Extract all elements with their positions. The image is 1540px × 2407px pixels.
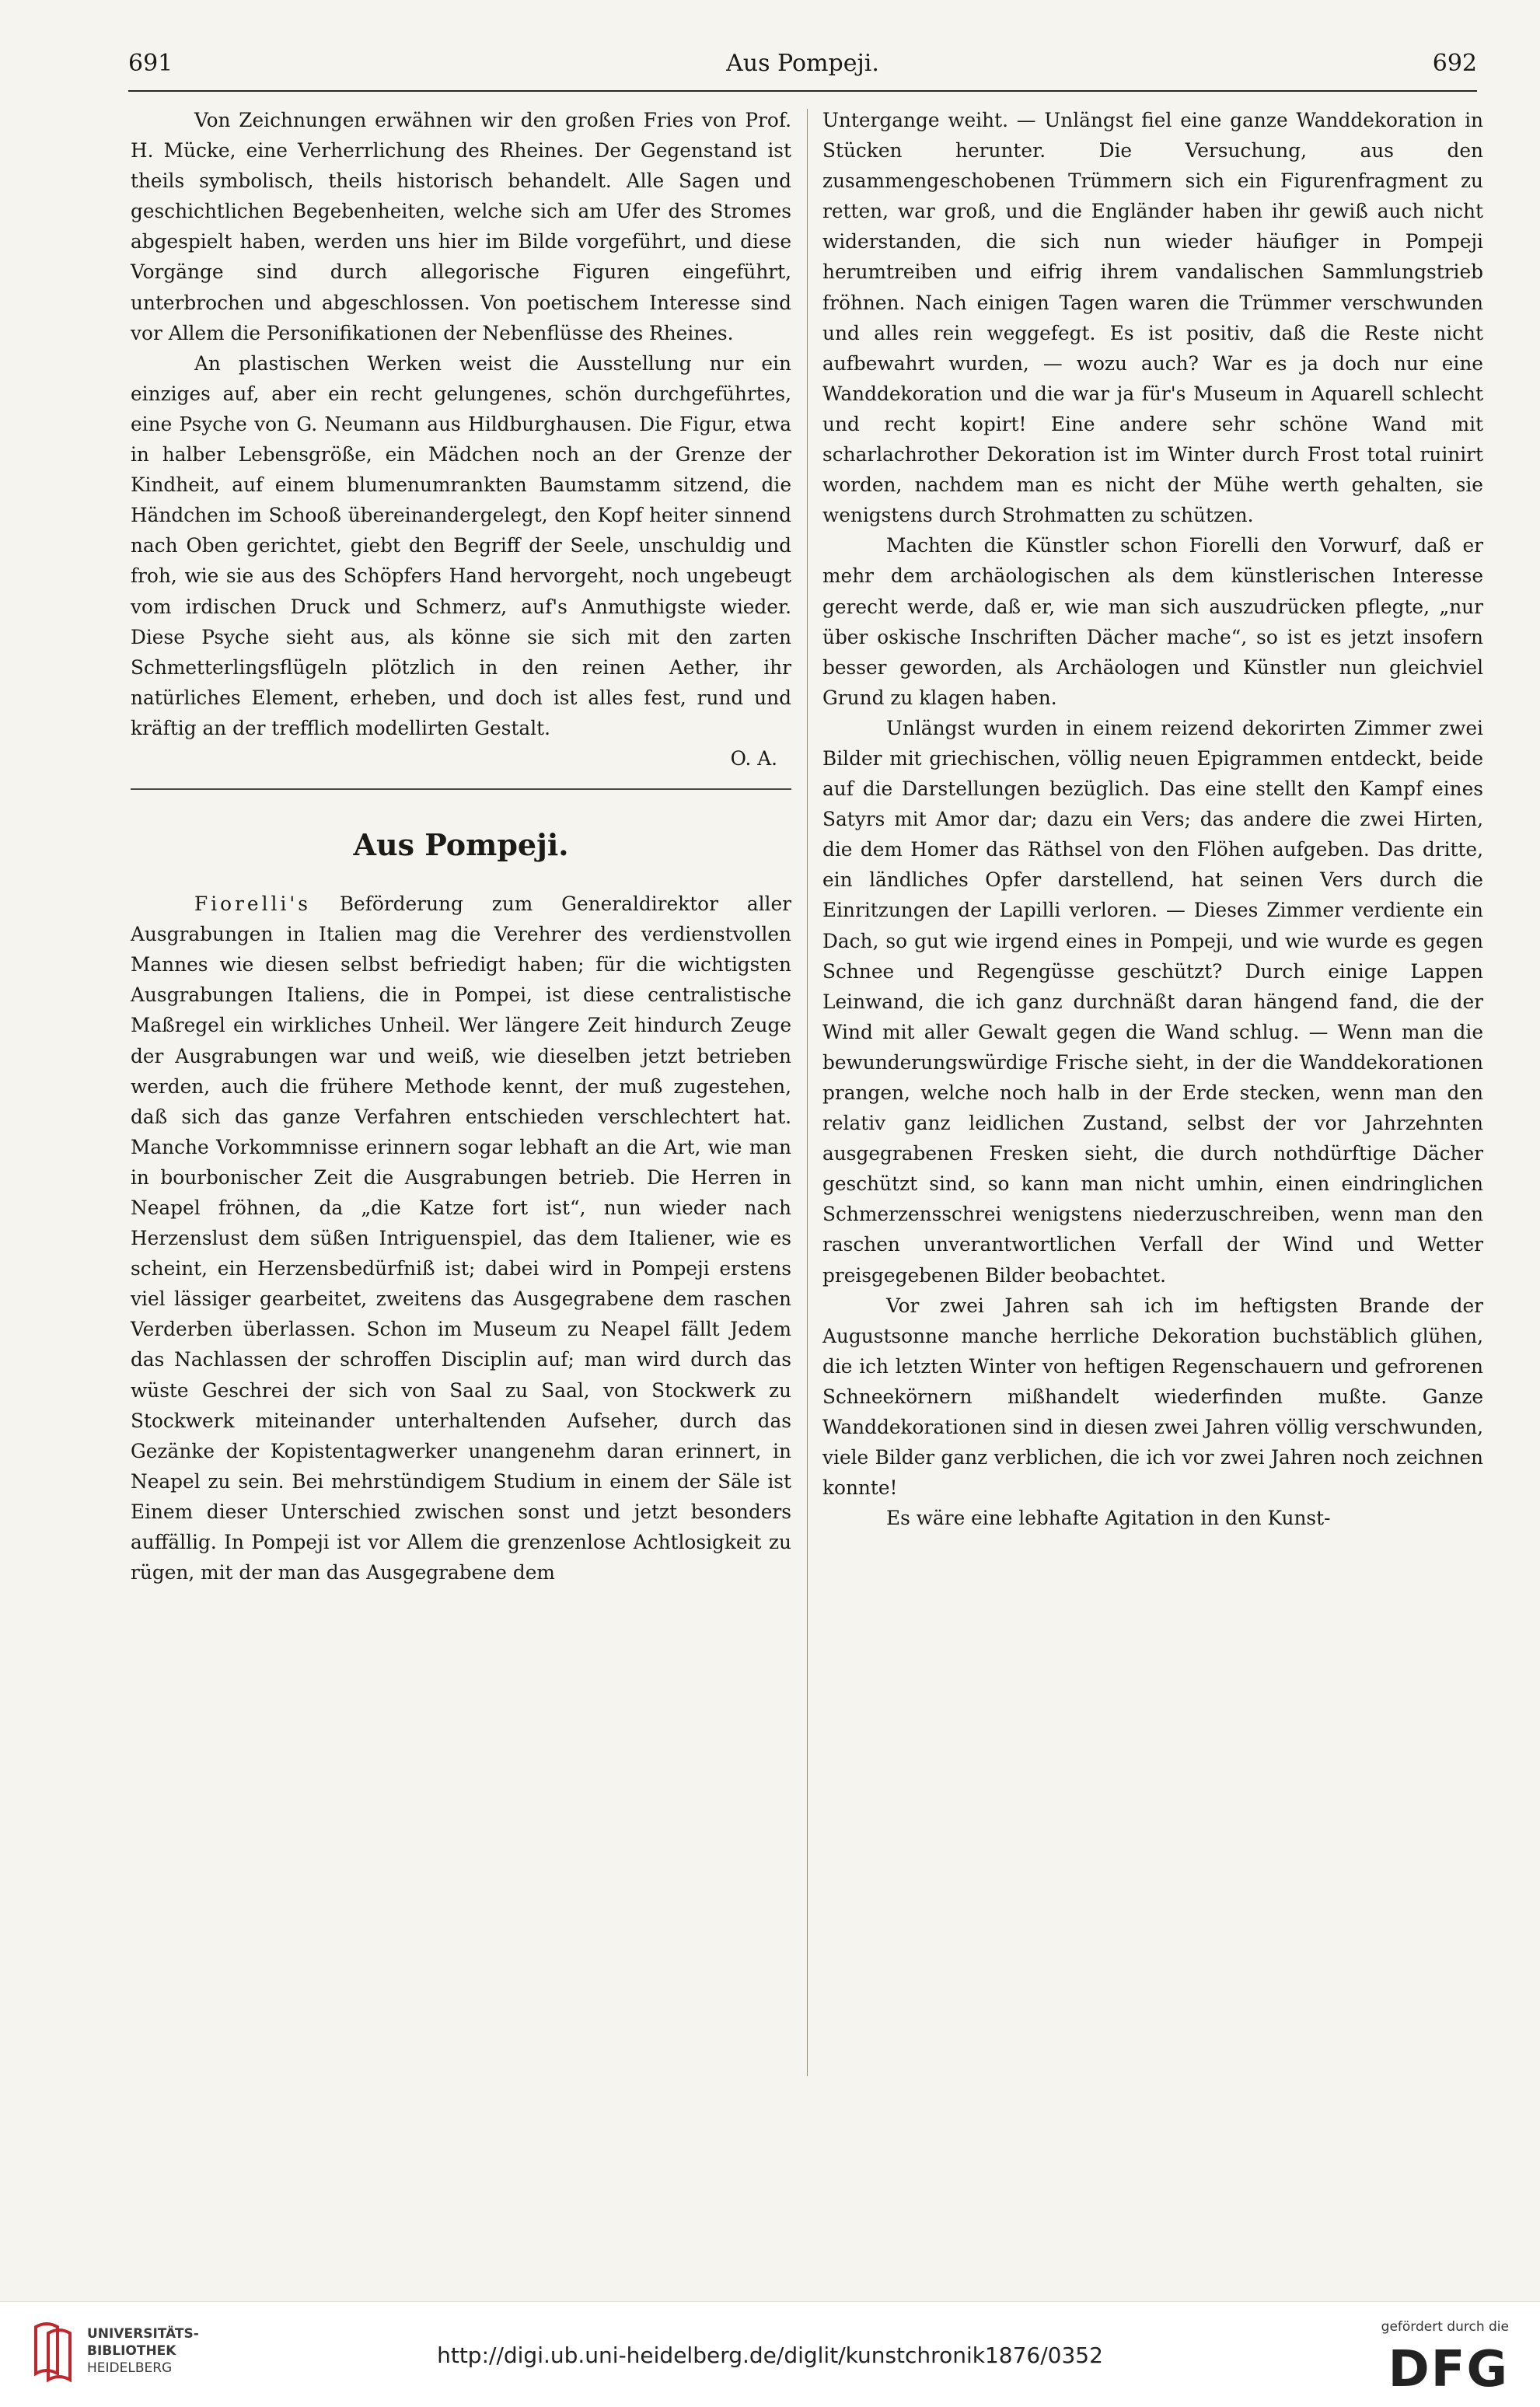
page-header bbox=[128, 44, 1477, 90]
paragraph-collapse: Untergange weiht. — Unlängst fiel eine ganze Wanddekoration in Stücken herunter. Die Versuchung, aus den zusammengeschobenen Trümmern sich ein Figurenfragment zu retten, war groß, und die Engländer haben ihr gewiß auch nicht widerstanden, die sich nun wieder häufiger in Pompeji herumtreiben und eifrig ihrem vandalischen Sammlungstrieb fröhnen. Nach einigen Tagen waren die Trümmer verschwunden und alles rein weggefegt. Es ist positiv, daß die Reste nicht aufbewahrt wurden, — wozu auch? War es ja doch nur eine Wanddekoration und die war ja für's Museum in Aquarell schlecht und recht kopirt! Eine andere sehr schöne Wand mit scharlachrother Dekoration ist im Winter durch Frost total ruinirt worden, nachdem man es nicht der Mühe werth gehalten, sie wenigstens durch Strohmatten zu schützen. bbox=[822, 109, 1483, 527]
paragraph-two-years: Vor zwei Jahren sah ich im heftigsten Brande der Augustsonne manche herrliche Dekoration buchstäblich glühen, die ich letzten Winter von heftigen Regenschauern und gefrorenen Schneekörnern mißhandelt wiederfinden mußte. Ganze Wanddekorationen sind in diesen zwei Jahren völlig verschwunden, viele Bilder ganz verblichen, die ich vor zwei Jahren noch zeichnen konnte! bbox=[822, 1294, 1483, 1500]
funding-note: gefördert durch die bbox=[1381, 2319, 1509, 2335]
article-title: Aus Pompeji. bbox=[353, 827, 569, 863]
paragraph-drawings: Von Zeichnungen erwähnen wir den großen Fries von Prof. H. Mücke, eine Verherrlichung des Rheines. Der Gegenstand ist theils symbolisch, theils historisch behandelt. Alle Sagen und geschichtlichen Begebenheiten, welche sich am Ufer des Stromes abgespielt haben, werden uns hier im Bilde vorgeführt, und diese Vorgänge sind durch allegorische Figuren eingeführt, unterbrochen und abgeschlossen. Von poetischem Interesse sind vor Allem die Personifikationen der Nebenflüsse des Rheines. bbox=[131, 109, 791, 344]
source-url-link[interactable]: http://digi.ub.uni-heidelberg.de/diglit/kunstchronik1876/0352 bbox=[437, 2342, 1103, 2368]
footer-bar bbox=[0, 2301, 1540, 2407]
paragraph-sculpture bbox=[131, 348, 791, 743]
name-fiorelli: Fiorelli's bbox=[194, 893, 311, 916]
paragraph-agitation: Es wäre eine lebhafte Agitation in den Kunst- bbox=[886, 1507, 1331, 1530]
left-column bbox=[131, 105, 791, 1588]
right-column bbox=[822, 105, 1483, 1533]
signature-line bbox=[131, 743, 791, 774]
author-signature: O. A. bbox=[730, 746, 777, 770]
column-divider bbox=[807, 109, 808, 2076]
university-name: UNIVERSITÄTS- BIBLIOTHEK HEIDELBERG bbox=[87, 2326, 199, 2376]
page-number-left: 691 bbox=[128, 50, 173, 77]
header-rule bbox=[128, 90, 1477, 92]
dfg-logo: DFG bbox=[1388, 2341, 1509, 2398]
paragraph-epigrams: Unlängst wurden in einem reizend dekorirten Zimmer zwei Bilder mit griechischen, völlig neuen Epigrammen entdeckt, beide auf die Darstellungen bezüglich. Das eine stellt den Kampf eines Satyrs mit Amor dar; dazu ein Vers; das andere die zwei Hirten, die dem Homer das Räthsel von den Flöhen aufgeben. Das dritte, ein ländliches Opfer darstellend, hat seinen Vers durch die Einritzungen der Lapilli verloren. — Dieses Zimmer verdiente ein Dach, so gut wie irgend eines in Pompeji, und wie wurde es gegen Schnee und Regengüsse geschützt? Durch einige Lappen Leinwand, die ich ganz durchnäßt daran hängend fand, die der Wind mit aller Gewalt gegen die Wand schlug. — Wenn man die bewunderungswürdige Frische sieht, in der die Wanddekorationen prangen, welche noch halb in der Erde stecken, wenn man den relativ ganz leidlichen Zustand, selbst der vor Jahrzehnten ausgegrabenen Fresken sieht, die durch nothdürftige Dächer geschützt sind, so kann man nicht umhin, einen eindringlichen Schmerzensschrei wenigstens niederzuschreiben, wenn man den raschen unverantwortlichen Verfall der Wind und Wetter preisgegebenen Bilder beobachtet. bbox=[822, 716, 1483, 1287]
section-separator bbox=[131, 774, 791, 805]
paragraph-sculpture-text: An plastischen Werken weist die Ausstellung nur ein einziges auf, aber ein recht gelungenes, schön durchgeführtes, eine Psyche von G. Neumann aus Hildburghausen. Die Figur, etwa in halber Lebensgröße, ein Mädchen noch an der Grenze der Kindheit, auf einem blumenumrankten Baumstamm sitzend, die Händchen im Schooß übereinandergelegt, den Kopf heiter sinnend nach Oben gerichtet, giebt den Begriff der Seele, unschuldig und froh, wie sie aus des Schöpfers Hand hervorgeht, noch ungebeugt vom irdischen Druck und Schmerz, auf's Anmuthigste wieder. Diese Psyche sieht aus, als könne sie sich mit den zarten Schmetterlingsflügeln plötzlich in den reinen Aether, ihr natürliches Element, erheben, und doch ist alles fest, rund und kräftig an der trefflich modellirten Gestalt. bbox=[131, 351, 791, 739]
paragraph-artists: Machten die Künstler schon Fiorelli den Vorwurf, daß er mehr dem archäologischen als dem künstlerischen Interesse gerecht werde, daß er, wie man sich auszudrücken pflegte, „nur über oskische Inschriften Dächer mache“, so ist es jetzt insofern besser geworden, als Archäologen und Künstler nun gleichviel Grund zu klagen haben. bbox=[822, 534, 1483, 709]
page-number-right: 692 bbox=[1432, 50, 1477, 77]
paragraph-fiorelli bbox=[131, 889, 791, 1588]
running-title: Aus Pompeji. bbox=[726, 50, 879, 77]
paragraph-fiorelli-text: Beförderung zum Generaldirektor aller Ausgrabungen in Italien mag die Verehrer des verdienstvollen Mannes wie diesen selbst befriedigt haben; für die wichtigsten Ausgrabungen Italiens, die in Pompei, ist diese centralistische Maßregel ein wirkliches Unheil. Wer längere Zeit hindurch Zeuge der Ausgrabungen war und weiß, wie dieselben jetzt betrieben werden, auch die frühere Methode kennt, der muß zugestehen, daß sich das ganze Verfahren entschieden verschlechtert hat. Manche Vorkommnisse erinnern sogar lebhaft an die Art, wie man in bourbonischer Zeit die Ausgrabungen betrieb. Die Herren in Neapel fröhnen, da „die Katze fort ist“, nun wieder nach Herzenslust dem süßen Intriguenspiel, das dem Italiener, wie es scheint, ein Herzensbedürfniß ist; dabei wird in Pompeji erstens viel lässiger gearbeitet, zweitens das Ausgegrabene dem raschen Verderben überlassen. Schon im Museum zu Neapel fällt Jedem das Nachlassen der schroffen Disciplin auf; man wird durch das wüste Geschrei der sich von Saal zu Saal, von Stockwerk zu Stockwerk miteinander unterhaltenden Aufseher, durch das Gezänke der Kopistentagwerker unangenehm daran erinnert, in Neapel zu sein. Bei mehrstündigem Studium in einem der Säle ist Einem dieser Unterschied zwischen sonst und jetzt besonders auffällig. In Pompeji ist vor Allem die grenzenlose Achtlosigkeit zu rügen, mit der man das Ausgegrabene dem bbox=[131, 893, 791, 1584]
